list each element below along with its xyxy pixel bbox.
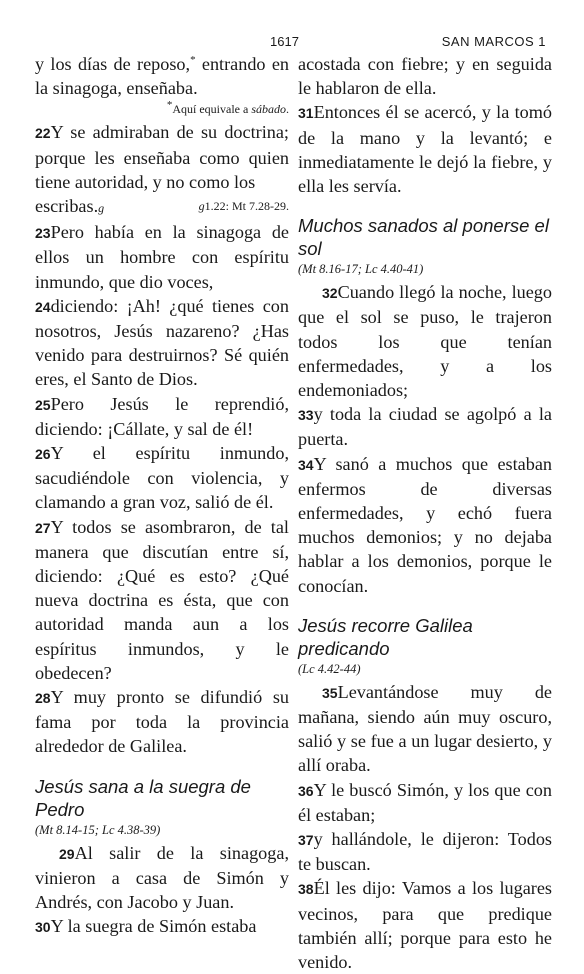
verse-29: 29Al salir de la sinagoga, vinieron a casa de Simón y Andrés, con Jacobo y Juan. (35, 842, 289, 913)
cross-reference-mark: g (98, 201, 105, 216)
verse-number: 22 (35, 125, 51, 142)
verse-30: 30Y la suegra de Simón estaba (35, 916, 257, 937)
parallel-references: (Mt 8.14-15; Lc 4.38-39) (35, 822, 161, 837)
page-number: 1617 (270, 34, 299, 49)
verse-36: 36Y le buscó Simón, y los que con él estaban; (298, 779, 552, 825)
verse-23: 23Pero había en la sinagoga de ellos un hombre con espíritu inmundo, que dio voces, (35, 222, 289, 292)
verse-22-end: escribas.g g1.22: Mt 7.28-29. (35, 194, 289, 220)
left-column (35, 52, 289, 940)
section-heading: Jesús sana a la suegra de Pedro (35, 775, 251, 820)
verse-26: 26Y el espíritu inmundo, sacudiéndole con violencia, y clamando a gran voz, salió de él. (35, 443, 289, 513)
verse-28: 28Y muy pronto se difundió su fama por toda la provincia alrededor de Galilea. (35, 687, 289, 757)
right-column (298, 52, 552, 974)
verse-24: 24diciendo: ¡Ah! ¿qué tienes con nosotros, Jesús nazareno? ¿Has venido para destruirnos? Sé quién eres, el Santo de Dios. (35, 295, 289, 390)
verse-38: 38Él les dijo: Vamos a los lugares vecinos, para que predique también allí; porque para esto he venido. (298, 878, 552, 973)
running-title: SAN MARCOS 1 (441, 34, 546, 49)
page-header (0, 34, 584, 54)
verse-34: 34Y sanó a muchos que estaban enfermos de diversas enfermedades, y echó fuera muchos demonios; y no dejaba hablar a los demonios, porque le conocían. (298, 453, 552, 596)
verse-25: 25Pero Jesús le reprendió, diciendo: ¡Cállate, y sal de él! (35, 393, 289, 439)
parallel-references: (Mt 8.16-17; Lc 4.40-41) (298, 262, 424, 277)
verse-30-continuation: acostada con fiebre; y en seguida le hablaron de ella. (298, 54, 552, 99)
verse-35: 35Levantándose muy de mañana, siendo aún muy oscuro, salió y se fue a un lugar desierto, y allí oraba. (298, 681, 552, 776)
verse-22: 22Y se admiraban de su doctrina; porque les enseñaba como quien tiene autoridad, y no como los (35, 122, 289, 192)
section-heading: Muchos sanados al ponerse el sol (298, 215, 549, 260)
parallel-references: (Lc 4.42-44) (298, 661, 361, 676)
verse-31: 31Entonces él se acercó, y la tomó de la mano y la levantó; e inmediatamente le dejó la fiebre, y ella les servía. (298, 102, 552, 197)
verse-21-continuation: y los días de reposo,* entrando en la sinagoga, enseñaba. (35, 53, 289, 99)
section-heading: Jesús recorre Galilea predicando (298, 614, 473, 659)
cross-reference: g1.22: Mt 7.28-29. (198, 199, 289, 214)
verse-27: 27Y todos se asombraron, de tal manera que discutían entre sí, diciendo: ¿Qué es esto? ¿Qué nueva doctrina es ésta, que con autoridad manda aun a los espíritus inmundos, y le obedecen? (35, 516, 289, 683)
verse-32: 32Cuando llegó la noche, luego que el sol se puso, le trajeron todos los que tenían enfermedades, y a los endemoniados; (298, 282, 552, 401)
footnote: *Aquí equivale a sábado. (166, 99, 289, 117)
verse-37: 37y hallándole, le dijeron: Todos te buscan. (298, 829, 552, 875)
verse-33: 33y toda la ciudad se agolpó a la puerta. (298, 404, 552, 450)
